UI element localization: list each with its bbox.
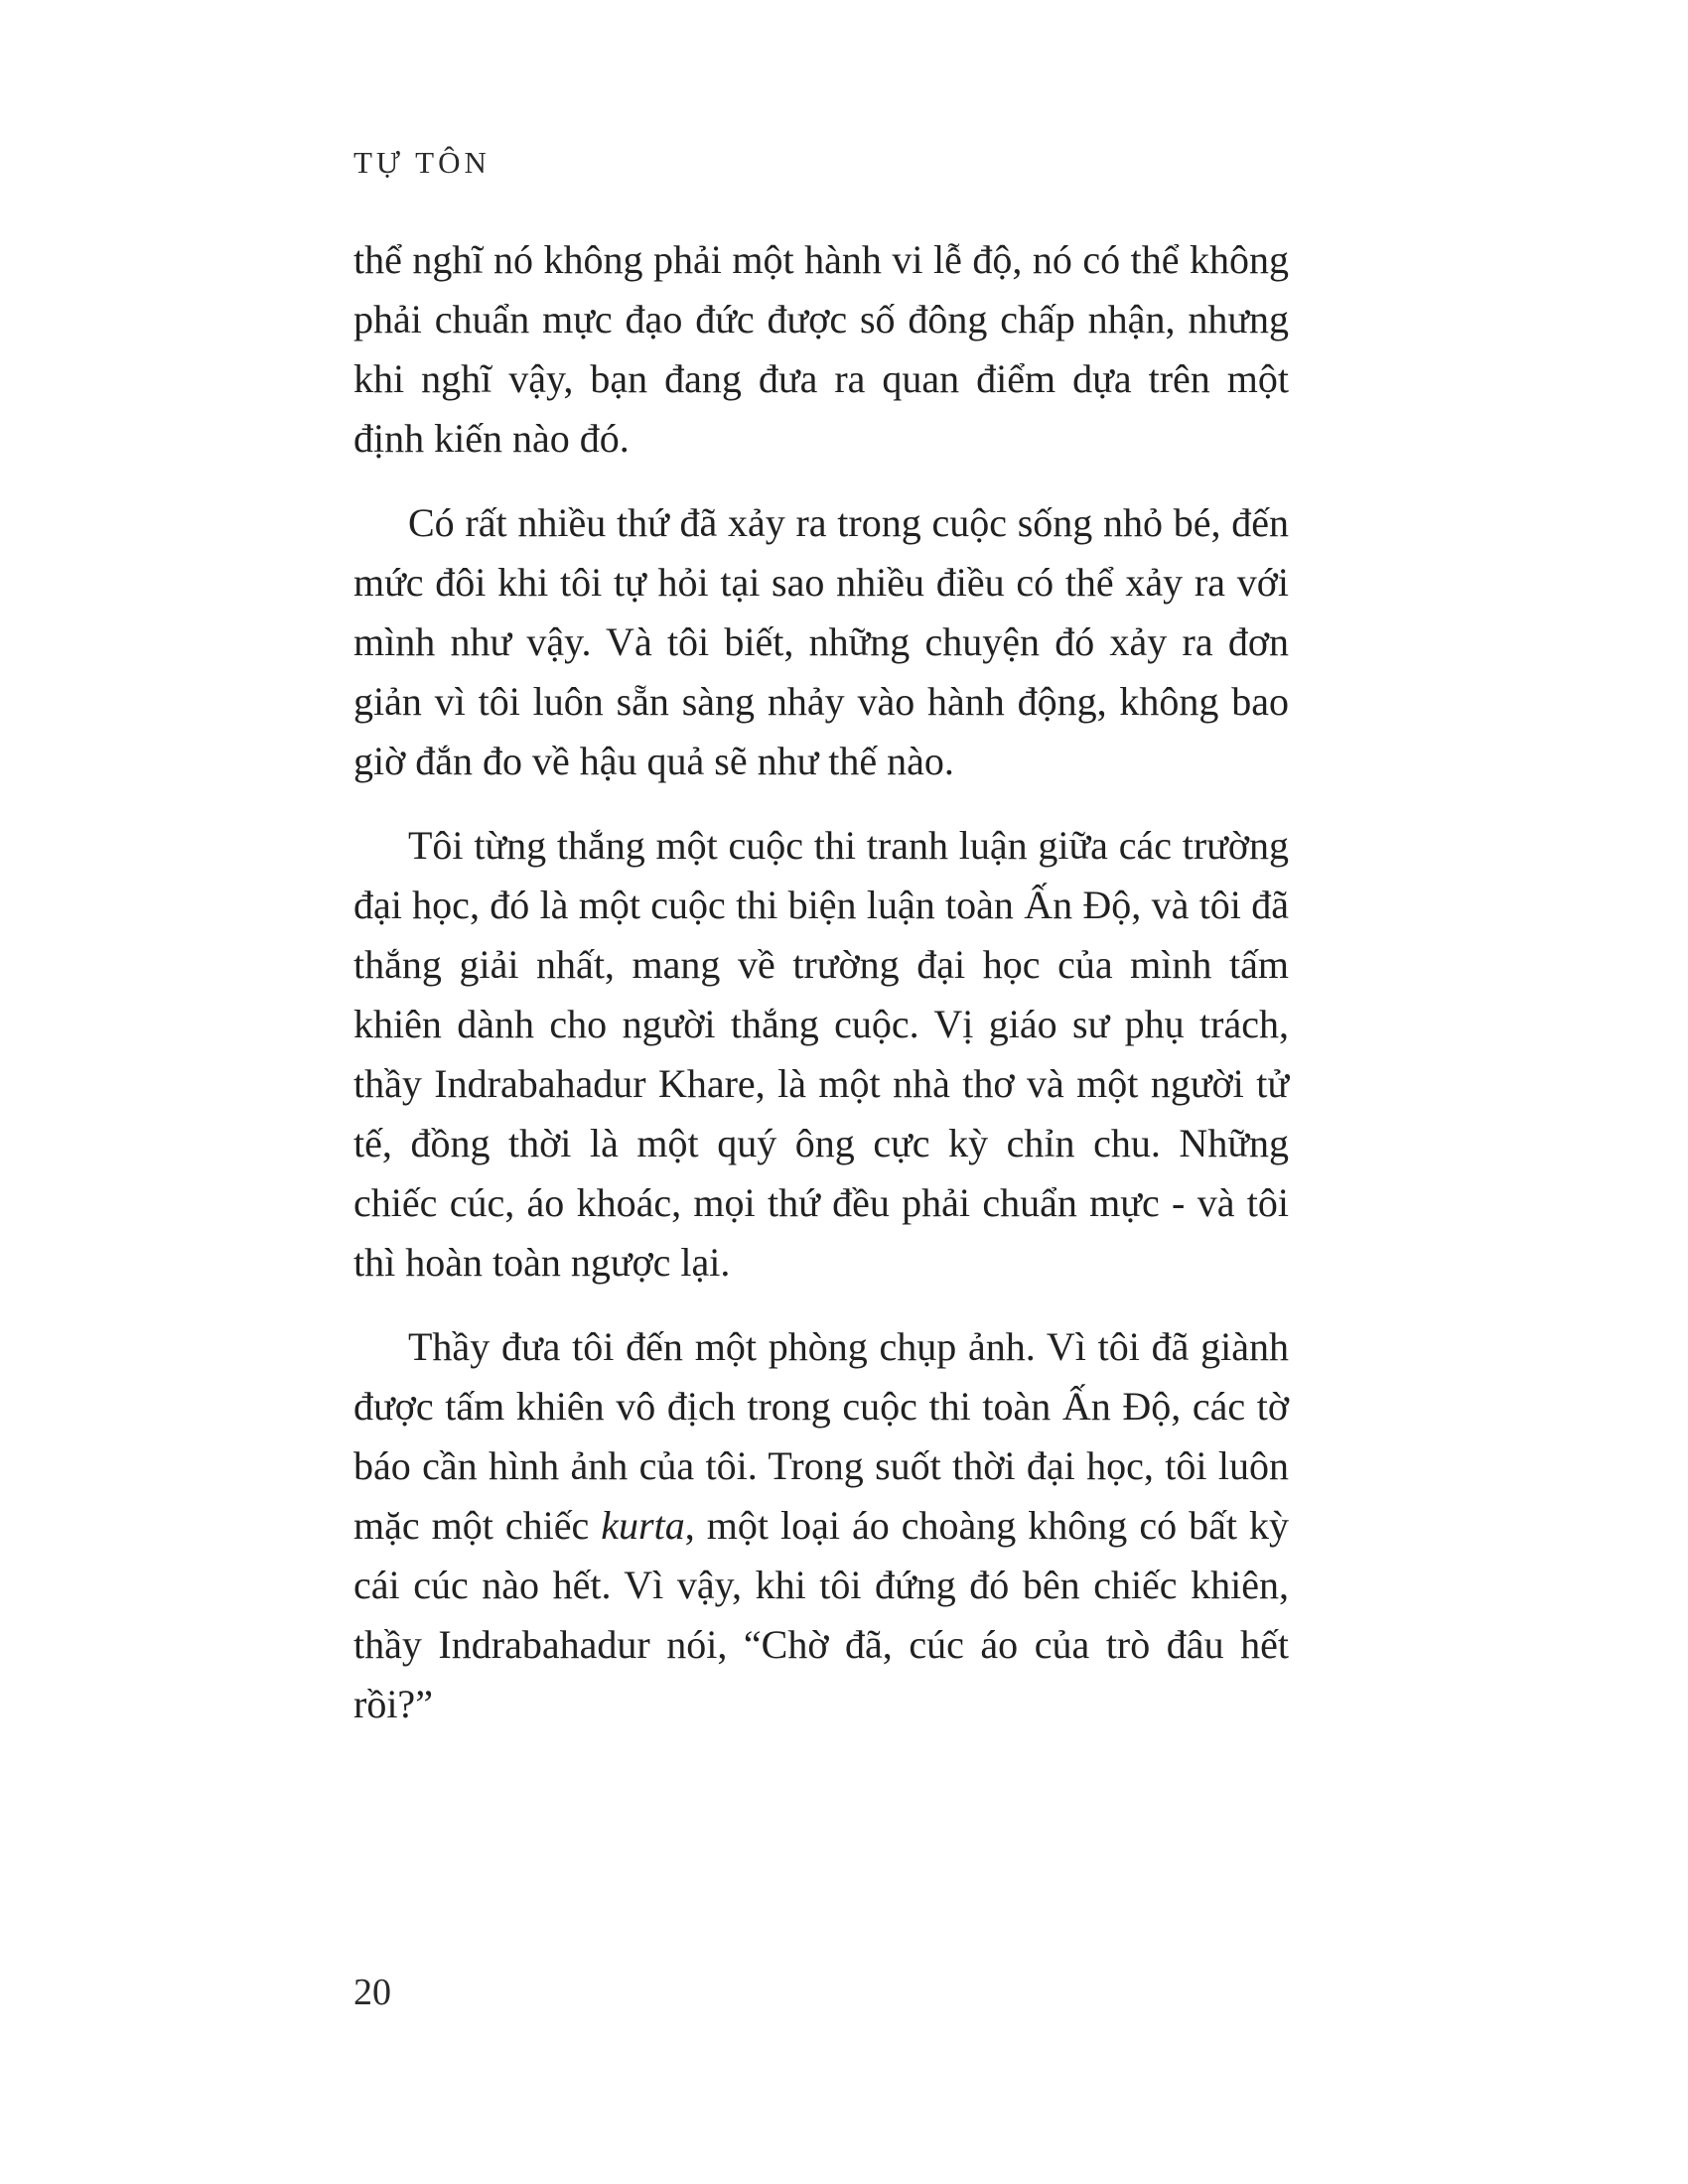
page-number: 20 bbox=[353, 1972, 391, 2013]
running-head: TỰ TÔN bbox=[353, 145, 491, 180]
paragraph bbox=[353, 1317, 1289, 1734]
text-run: Tôi từng thắng một cuộc thi tranh luận giữa các trường đại học, đó là một cuộc thi biện luận toàn Ấn Độ, và tôi đã thắng giải nhất, mang về trường đại học của mình tấm khiên dành cho người thắng cuộc. Vị giáo sư phụ trách, thầy Indrabahadur Khare, là một nhà thơ và một người tử tế, đồng thời là một quý ông cực kỳ chỉn chu. Những chiếc cúc, áo khoác, mọi thứ đều phải chuẩn mực - và tôi thì hoàn toàn ngược lại. bbox=[353, 823, 1289, 1285]
text-run: thể nghĩ nó không phải một hành vi lễ độ, nó có thể không phải chuẩn mực đạo đức được số đông chấp nhận, nhưng khi nghĩ vậy, bạn đang đưa ra quan điểm dựa trên một định kiến nào đó. bbox=[353, 237, 1289, 461]
text-run: Có rất nhiều thứ đã xảy ra trong cuộc sống nhỏ bé, đến mức đôi khi tôi tự hỏi tại sao nhiều điều có thể xảy ra với mình như vậy. Và tôi biết, những chuyện đó xảy ra đơn giản vì tôi luôn sẵn sàng nhảy vào hành động, không bao giờ đắn đo về hậu quả sẽ như thế nào. bbox=[353, 500, 1289, 783]
text-run: , một loại áo choàng không có bất kỳ cái cúc nào hết. Vì vậy, khi tôi đứng đó bên chiếc khiên, thầy Indrabahadur nói, “Chờ đã, cúc áo của trò đâu hết rồi?” bbox=[353, 1503, 1289, 1726]
body-text bbox=[353, 230, 1289, 1759]
paragraph bbox=[353, 493, 1289, 791]
text-run: Thầy đưa tôi đến một phòng chụp ảnh. Vì tôi đã giành được tấm khiên vô địch trong cuộc thi toàn Ấn Độ, các tờ báo cần hình ảnh của tôi. Trong suốt thời đại học, tôi luôn mặc một chiếc bbox=[353, 1324, 1289, 1548]
paragraph bbox=[353, 230, 1289, 469]
italic-term: kurta bbox=[601, 1503, 685, 1548]
paragraph bbox=[353, 816, 1289, 1293]
